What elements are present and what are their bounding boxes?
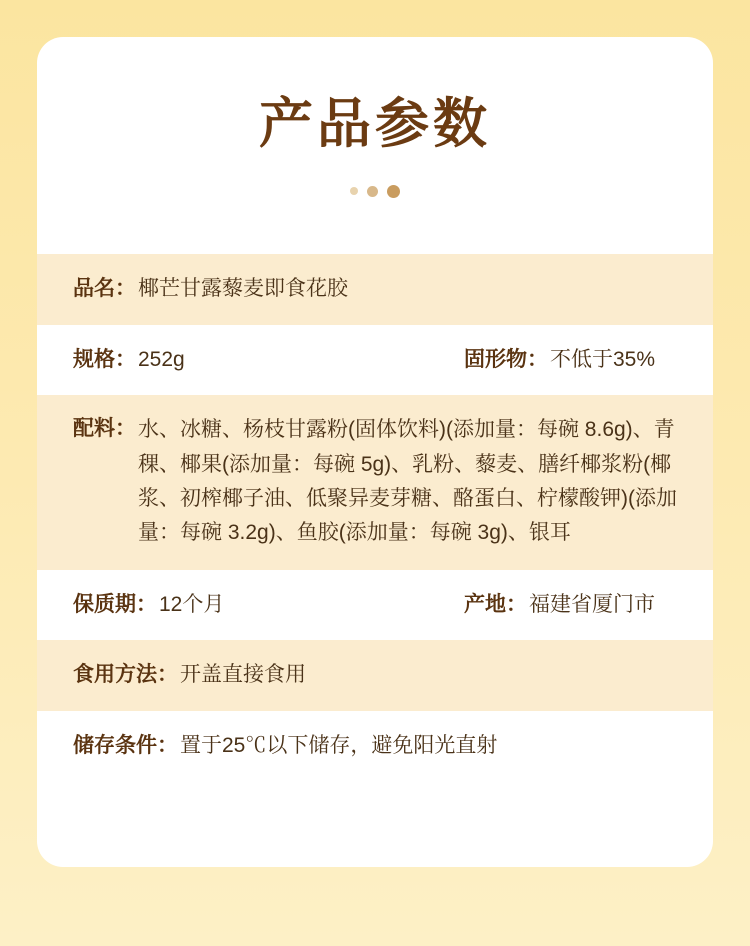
page-title: 产品参数 [259,94,491,154]
spec-card [37,37,713,867]
spec-label-usage: 食用方法： [73,663,178,687]
spec-origin-group [464,589,655,622]
spec-shelf-life-line [73,589,677,622]
spec-value-name: 椰芒甘露藜麦即食花胶 [138,277,348,301]
table-row [37,395,713,569]
table-row [37,254,713,325]
spec-usage-line [73,659,677,692]
spec-solid-group [464,344,655,377]
spec-size-line [73,344,677,377]
spec-label-size: 规格： [73,347,136,371]
spec-value-origin: 福建省厦门市 [529,592,655,616]
spec-label-ingredients: 配料： [73,417,136,441]
spec-shelf-life-group [73,589,224,622]
spec-value-ingredients: 水、冰糖、杨枝甘露粉(固体饮料)(添加量：每碗 8.6g)、青稞、椰果(添加量：每碗 5g)、乳粉、藜麦、膳纤椰浆粉(椰浆、初榨椰子油、低聚异麦芽糖、酪蛋白、柠檬酸钾)(添加量：每碗 3.2g)、鱼胶(添加量：每碗 3g)、银耳 [138,418,677,544]
spec-value-shelf-life: 12个月 [159,592,225,616]
dot-small-icon [350,187,358,195]
spec-storage-line [73,730,677,763]
table-row [37,640,713,711]
dot-medium-icon [367,186,378,197]
spec-table [37,254,713,781]
decorative-dots [37,184,713,198]
table-row [37,570,713,641]
spec-label-name: 品名： [73,277,136,301]
spec-size-group [73,344,185,377]
spec-value-solid-content: 不低于35% [549,347,655,371]
spec-label-solid-content: 固形物： [463,347,548,371]
spec-value-size: 252g [138,347,185,371]
spec-value-storage: 置于25℃以下储存，避免阳光直射 [180,733,498,757]
dot-large-icon [387,185,400,198]
spec-value-usage: 开盖直接食用 [180,663,306,687]
spec-label-origin: 产地： [464,592,527,616]
spec-ingredients-line [73,413,677,549]
spec-name-line [73,273,677,306]
header-block [37,37,713,198]
table-row [37,325,713,396]
spec-label-shelf-life: 保质期： [73,592,157,616]
spec-label-storage: 储存条件： [73,733,178,757]
table-row [37,711,713,782]
